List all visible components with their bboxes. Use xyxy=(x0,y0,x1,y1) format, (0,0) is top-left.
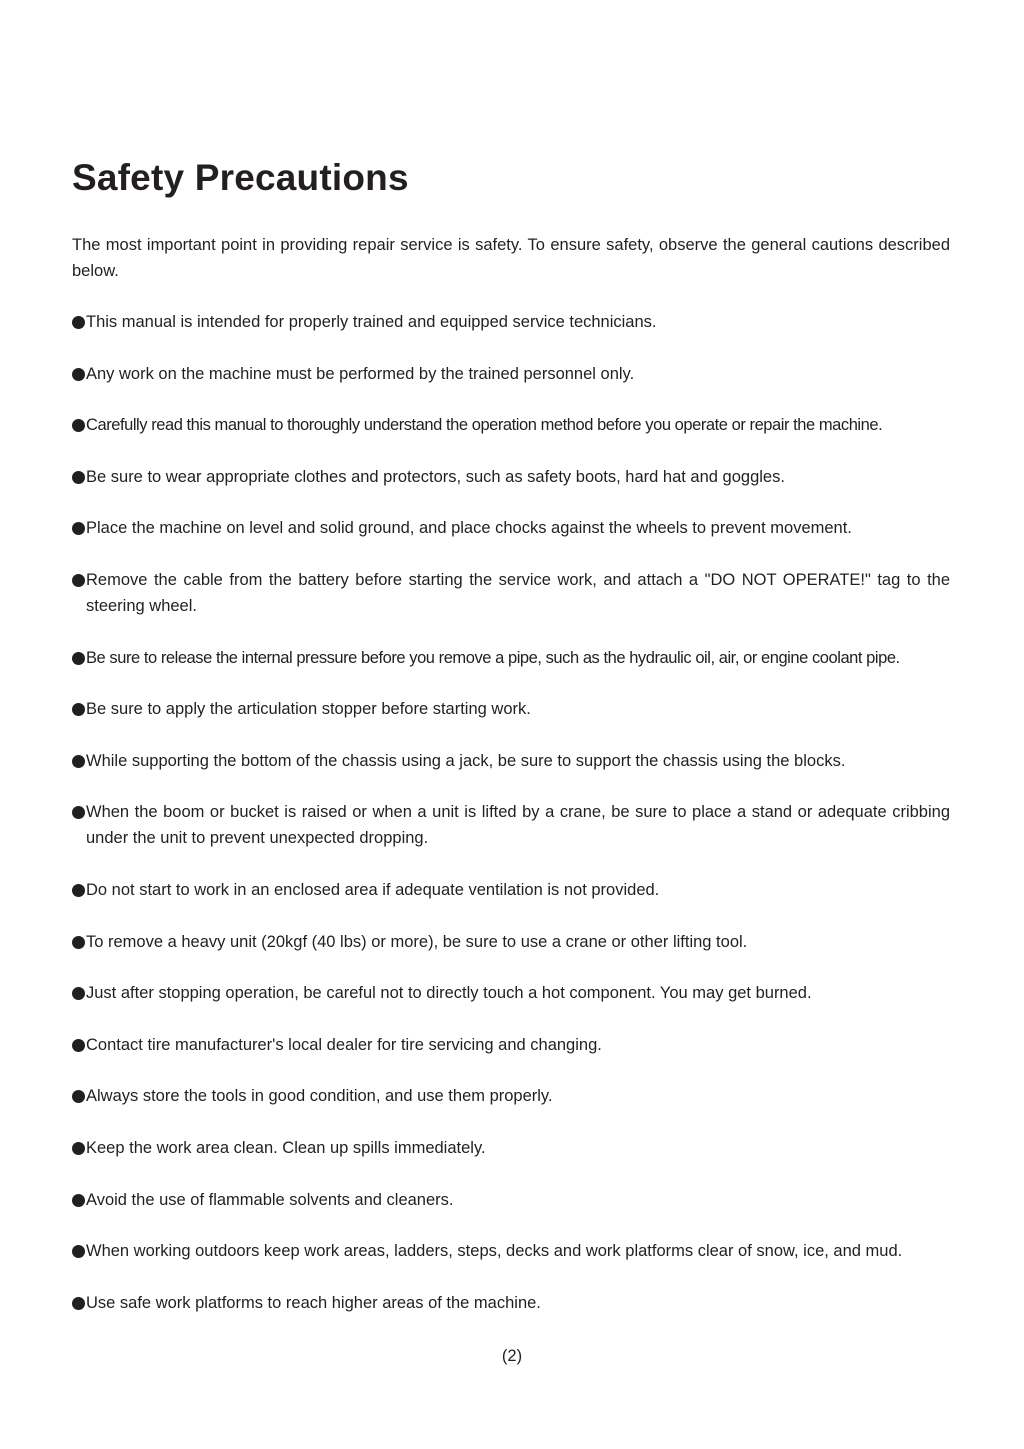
list-item: Any work on the machine must be performed by the trained personnel only. xyxy=(72,361,950,387)
page-number: (2) xyxy=(501,1347,523,1365)
bullet-icon xyxy=(72,1194,85,1207)
bullet-icon xyxy=(72,703,85,716)
list-item: Contact tire manufacturer's local dealer for tire servicing and changing. xyxy=(72,1032,950,1058)
bullet-icon xyxy=(72,987,85,1000)
list-item: Do not start to work in an enclosed area if adequate ventilation is not provided. xyxy=(72,877,950,903)
list-item: This manual is intended for properly trained and equipped service technicians. xyxy=(72,309,950,335)
bullet-icon xyxy=(72,884,85,897)
intro-paragraph: The most important point in providing repair service is safety. To ensure safety, observe the general cautions described below. xyxy=(72,236,950,280)
list-item: Use safe work platforms to reach higher areas of the machine. xyxy=(72,1290,950,1316)
bullet-icon xyxy=(72,471,85,484)
bullet-icon xyxy=(72,1245,85,1258)
bullet-icon xyxy=(72,419,85,432)
page-title: Safety Precautions xyxy=(72,157,409,198)
bullet-icon xyxy=(72,1039,85,1052)
bullet-icon xyxy=(72,316,85,329)
bullet-icon xyxy=(72,652,85,665)
list-item: Be sure to release the internal pressure before you remove a pipe, such as the hydraulic oil, air, or engine coolant pipe. xyxy=(72,645,950,671)
list-item: When the boom or bucket is raised or when a unit is lifted by a crane, be sure to place a stand or adequate cribbing under the unit to prevent unexpected dropping. xyxy=(72,799,950,851)
bullet-icon xyxy=(72,806,85,819)
bullet-icon xyxy=(72,522,85,535)
list-item: Avoid the use of flammable solvents and cleaners. xyxy=(72,1187,950,1213)
bullet-icon xyxy=(72,1142,85,1155)
bullet-icon xyxy=(72,755,85,768)
list-item: Just after stopping operation, be careful not to directly touch a hot component. You may get burned. xyxy=(72,980,950,1006)
list-item: To remove a heavy unit (20kgf (40 lbs) or more), be sure to use a crane or other lifting tool. xyxy=(72,929,950,955)
precautions-list xyxy=(72,309,950,1341)
bullet-icon xyxy=(72,574,85,587)
list-item: While supporting the bottom of the chassis using a jack, be sure to support the chassis using the blocks. xyxy=(72,748,950,774)
list-item: Always store the tools in good condition, and use them properly. xyxy=(72,1083,950,1109)
list-item: When working outdoors keep work areas, ladders, steps, decks and work platforms clear of snow, ice, and mud. xyxy=(72,1238,950,1264)
bullet-icon xyxy=(72,936,85,949)
list-item: Be sure to apply the articulation stopper before starting work. xyxy=(72,696,950,722)
bullet-icon xyxy=(72,368,85,381)
list-item: Carefully read this manual to thoroughly understand the operation method before you operate or repair the machine. xyxy=(72,412,950,438)
list-item: Keep the work area clean. Clean up spills immediately. xyxy=(72,1135,950,1161)
list-item: Be sure to wear appropriate clothes and protectors, such as safety boots, hard hat and goggles. xyxy=(72,464,950,490)
list-item: Place the machine on level and solid ground, and place chocks against the wheels to prevent movement. xyxy=(72,515,950,541)
bullet-icon xyxy=(72,1297,85,1310)
bullet-icon xyxy=(72,1090,85,1103)
list-item: Remove the cable from the battery before starting the service work, and attach a "DO NOT OPERATE!" tag to the steering wheel. xyxy=(72,567,950,619)
